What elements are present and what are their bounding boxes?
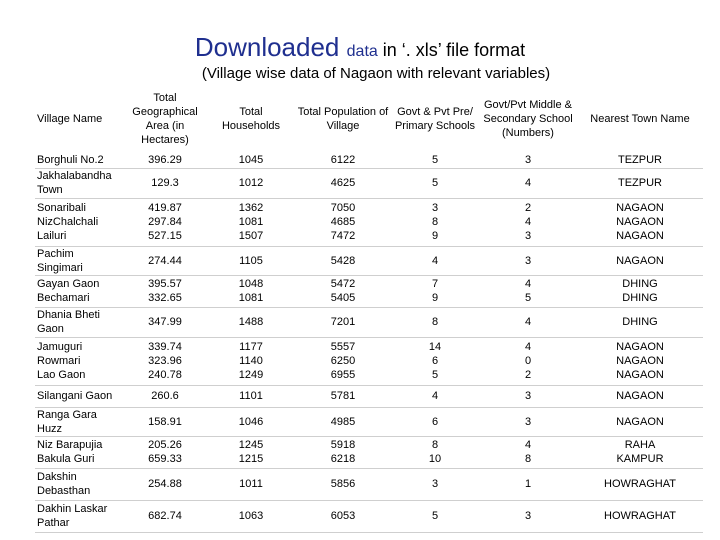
cell-area <box>123 500 207 532</box>
header-nearest-town: Nearest Town Name <box>590 113 690 125</box>
cell-value: 7050 <box>330 202 356 214</box>
cell-primary-schools <box>391 198 479 246</box>
table-row <box>35 337 703 385</box>
cell-value: Borghuli No.2 <box>37 153 104 166</box>
cell-value: 3 <box>524 254 532 267</box>
cell-primary-schools <box>391 275 479 307</box>
cell-value: 1011 <box>239 478 263 490</box>
cell-value: 9 <box>431 230 439 242</box>
header-village-name: Village Name <box>37 113 103 125</box>
cell-village-name <box>35 337 123 385</box>
cell-households <box>207 275 295 307</box>
cell-value: 395.57 <box>148 278 182 290</box>
cell-value: 1177 <box>239 341 263 353</box>
cell-population <box>295 500 391 532</box>
cell-value: 5428 <box>330 254 356 267</box>
cell-value: 5781 <box>330 390 356 402</box>
cell-middle-schools <box>479 407 577 436</box>
cell-value: 527.15 <box>148 230 182 242</box>
cell-value: 6 <box>431 355 439 367</box>
cell-value: TEZPUR <box>618 153 662 166</box>
cell-value: 3 <box>431 478 439 490</box>
village-data-table <box>35 86 703 533</box>
cell-value: 4 <box>524 177 532 189</box>
cell-value: 2 <box>524 202 532 214</box>
cell-households <box>207 436 295 468</box>
cell-value: Rowmari <box>37 355 81 367</box>
cell-primary-schools <box>391 468 479 500</box>
cell-value: 323.96 <box>148 355 182 367</box>
cell-value: Dhania Bheti Gaon <box>37 309 100 335</box>
cell-primary-schools <box>391 407 479 436</box>
cell-value: Dakshin Debasthan <box>37 471 91 497</box>
cell-value: Sonaribali <box>37 202 86 214</box>
cell-value: DHING <box>622 316 658 328</box>
cell-village-name <box>35 307 123 337</box>
cell-value: 1048 <box>238 278 264 290</box>
cell-area <box>123 385 207 407</box>
cell-nearest-town <box>577 275 703 307</box>
cell-value: 1081 <box>238 292 264 304</box>
cell-village-name <box>35 275 123 307</box>
cell-population <box>295 337 391 385</box>
header-area: Total Geographical Area (in Hectares) <box>132 92 198 146</box>
cell-primary-schools <box>391 337 479 385</box>
cell-village-name <box>35 385 123 407</box>
table-body <box>35 152 703 532</box>
cell-value: 1 <box>524 478 532 490</box>
title-rest: in ‘. xls’ file format <box>377 40 526 60</box>
cell-value: Lailuri <box>37 230 67 242</box>
cell-value: 4 <box>524 278 532 290</box>
cell-value: KAMPUR <box>616 453 664 465</box>
cell-middle-schools <box>479 337 577 385</box>
cell-value: 274.44 <box>148 254 182 267</box>
cell-population <box>295 275 391 307</box>
cell-value: NAGAON <box>616 415 664 428</box>
cell-value: Bechamari <box>37 292 90 304</box>
cell-value: 682.74 <box>148 510 182 522</box>
cell-nearest-town <box>577 198 703 246</box>
cell-value: Pachim Singimari <box>37 247 83 274</box>
cell-value: 3 <box>524 153 532 166</box>
cell-value: 5 <box>431 177 439 189</box>
cell-value: 1245 <box>238 439 264 451</box>
cell-households <box>207 500 295 532</box>
title-main: Downloaded <box>194 32 340 62</box>
cell-value: Gayan Gaon <box>37 278 100 290</box>
cell-middle-schools <box>479 275 577 307</box>
cell-primary-schools <box>391 246 479 275</box>
cell-value: 1012 <box>238 177 264 189</box>
cell-value: 4985 <box>330 415 356 428</box>
cell-value: 1063 <box>238 510 264 522</box>
cell-value: 5 <box>431 153 439 166</box>
table-row <box>35 436 703 468</box>
cell-households <box>207 246 295 275</box>
cell-nearest-town <box>577 168 703 198</box>
cell-middle-schools <box>479 168 577 198</box>
cell-population <box>295 152 391 168</box>
cell-value: 7472 <box>330 230 356 242</box>
cell-area <box>123 407 207 436</box>
cell-value: DHING <box>622 278 658 290</box>
cell-value: Jamuguri <box>37 341 83 353</box>
cell-nearest-town <box>577 407 703 436</box>
cell-value: 5856 <box>330 478 356 490</box>
cell-value: 7 <box>431 278 439 290</box>
header-middle-schools: Govt/Pvt Middle & Secondary School (Numbers) <box>483 99 573 139</box>
cell-value: 5 <box>431 369 439 381</box>
cell-value: 297.84 <box>148 216 182 228</box>
cell-value: 339.74 <box>148 341 182 353</box>
table-row <box>35 500 703 532</box>
cell-value: 419.87 <box>148 202 182 214</box>
cell-value: NAGAON <box>616 216 664 228</box>
cell-value: Lao Gaon <box>37 369 86 381</box>
cell-value: NAGAON <box>616 390 664 402</box>
cell-value: NAGAON <box>616 230 664 242</box>
cell-value: 14 <box>428 341 442 353</box>
cell-value: 4 <box>524 341 532 353</box>
cell-area <box>123 436 207 468</box>
cell-value: 0 <box>524 355 532 367</box>
cell-nearest-town <box>577 246 703 275</box>
cell-value: 1507 <box>238 230 264 242</box>
cell-households <box>207 198 295 246</box>
cell-middle-schools <box>479 468 577 500</box>
cell-village-name <box>35 436 123 468</box>
cell-primary-schools <box>391 152 479 168</box>
table-row <box>35 198 703 246</box>
cell-value: 3 <box>524 230 532 242</box>
cell-area <box>123 275 207 307</box>
cell-area <box>123 307 207 337</box>
cell-value: 254.88 <box>148 478 182 490</box>
cell-value: 1140 <box>239 355 263 367</box>
cell-value: Ranga Gara Huzz <box>37 408 97 435</box>
cell-village-name <box>35 468 123 500</box>
cell-value: 1081 <box>238 216 264 228</box>
cell-households <box>207 468 295 500</box>
cell-value: 2 <box>524 369 532 381</box>
cell-households <box>207 337 295 385</box>
cell-value: 1215 <box>238 453 264 465</box>
cell-nearest-town <box>577 307 703 337</box>
cell-value: HOWRAGHAT <box>604 478 676 490</box>
cell-households <box>207 385 295 407</box>
cell-value: Bakula Guri <box>37 453 95 465</box>
cell-middle-schools <box>479 198 577 246</box>
cell-value: 158.91 <box>148 415 182 428</box>
cell-village-name <box>35 198 123 246</box>
cell-value: 5472 <box>330 278 356 290</box>
cell-value: 10 <box>428 453 442 465</box>
cell-population <box>295 198 391 246</box>
cell-value: NAGAON <box>616 202 664 214</box>
cell-nearest-town <box>577 152 703 168</box>
cell-value: NizChalchali <box>37 216 99 228</box>
cell-value: TEZPUR <box>618 177 662 189</box>
cell-area <box>123 152 207 168</box>
cell-area <box>123 168 207 198</box>
cell-value: 129.3 <box>151 177 179 189</box>
table-row <box>35 407 703 436</box>
cell-middle-schools <box>479 152 577 168</box>
cell-value: 5405 <box>330 292 356 304</box>
cell-value: 6250 <box>330 355 356 367</box>
cell-value: 3 <box>524 510 532 522</box>
cell-value: 1105 <box>239 254 263 267</box>
table-row <box>35 307 703 337</box>
table-row <box>35 246 703 275</box>
cell-population <box>295 407 391 436</box>
cell-value: DHING <box>622 292 658 304</box>
cell-area <box>123 337 207 385</box>
cell-value: 8 <box>431 439 439 451</box>
table-row <box>35 468 703 500</box>
cell-value: 332.65 <box>148 292 182 304</box>
cell-value: Silangani Gaon <box>37 390 113 402</box>
cell-households <box>207 152 295 168</box>
cell-area <box>123 246 207 275</box>
cell-middle-schools <box>479 385 577 407</box>
cell-area <box>123 198 207 246</box>
cell-value: 9 <box>431 292 439 304</box>
cell-value: 4 <box>524 216 532 228</box>
cell-village-name <box>35 168 123 198</box>
cell-village-name <box>35 500 123 532</box>
cell-value: 5 <box>524 292 532 304</box>
cell-value: Niz Barapujia <box>37 439 103 451</box>
cell-value: HOWRAGHAT <box>604 510 676 522</box>
cell-value: 4 <box>431 254 439 267</box>
cell-population <box>295 468 391 500</box>
cell-middle-schools <box>479 436 577 468</box>
cell-population <box>295 385 391 407</box>
cell-value: 205.26 <box>148 439 182 451</box>
cell-primary-schools <box>391 500 479 532</box>
table-row <box>35 385 703 407</box>
cell-value: 240.78 <box>148 369 182 381</box>
cell-nearest-town <box>577 468 703 500</box>
cell-village-name <box>35 152 123 168</box>
cell-area <box>123 468 207 500</box>
header-population: Total Population of Village <box>297 106 389 132</box>
cell-nearest-town <box>577 436 703 468</box>
slide-title <box>0 32 720 67</box>
cell-value: 6122 <box>330 153 356 166</box>
cell-value: 659.33 <box>148 453 182 465</box>
cell-value: 8 <box>431 316 439 328</box>
cell-primary-schools <box>391 385 479 407</box>
cell-value: 347.99 <box>148 316 182 328</box>
cell-value: 3 <box>431 202 439 214</box>
cell-value: 260.6 <box>151 390 179 402</box>
cell-value: 8 <box>524 453 532 465</box>
cell-households <box>207 168 295 198</box>
cell-value: 6053 <box>330 510 356 522</box>
cell-value: 5918 <box>330 439 356 451</box>
cell-value: RAHA <box>624 439 656 451</box>
table-row <box>35 168 703 198</box>
cell-value: 5 <box>431 510 439 522</box>
cell-value: 4685 <box>330 216 356 228</box>
cell-population <box>295 307 391 337</box>
cell-primary-schools <box>391 307 479 337</box>
cell-population <box>295 436 391 468</box>
cell-value: 6 <box>431 415 439 428</box>
cell-value: NAGAON <box>616 355 664 367</box>
cell-value: NAGAON <box>616 369 664 381</box>
cell-value: 6955 <box>330 369 356 381</box>
table-row <box>35 275 703 307</box>
cell-middle-schools <box>479 307 577 337</box>
cell-value: 4 <box>431 390 439 402</box>
cell-value: 4 <box>524 316 532 328</box>
cell-middle-schools <box>479 246 577 275</box>
title-data-word: data <box>346 43 378 60</box>
cell-value: 3 <box>524 415 532 428</box>
cell-population <box>295 168 391 198</box>
cell-value: 6218 <box>330 453 356 465</box>
cell-value: Dakhin Laskar Pathar <box>37 503 108 529</box>
cell-value: 1362 <box>238 202 264 214</box>
header-households: Total Households <box>221 106 281 132</box>
cell-primary-schools <box>391 168 479 198</box>
cell-value: 4625 <box>330 177 356 189</box>
cell-value: 8 <box>431 216 439 228</box>
cell-value: 5557 <box>330 341 356 353</box>
cell-value: 1249 <box>238 369 264 381</box>
slide-subtitle: (Village wise data of Nagaon with relevant variables) <box>201 65 551 82</box>
header-primary-schools: Govt & Pvt Pre/ Primary Schools <box>394 106 476 132</box>
cell-value: 1488 <box>238 316 264 328</box>
cell-nearest-town <box>577 337 703 385</box>
cell-value: NAGAON <box>616 254 664 267</box>
cell-value: 4 <box>524 439 532 451</box>
cell-value: 7201 <box>330 316 356 328</box>
cell-value: Jakhalabandha Town <box>37 170 112 196</box>
table-header-row <box>35 86 703 152</box>
cell-value: 1046 <box>238 415 264 428</box>
cell-nearest-town <box>577 385 703 407</box>
cell-village-name <box>35 407 123 436</box>
table-row <box>35 152 703 168</box>
cell-primary-schools <box>391 436 479 468</box>
cell-middle-schools <box>479 500 577 532</box>
cell-value: 3 <box>524 390 532 402</box>
cell-nearest-town <box>577 500 703 532</box>
cell-population <box>295 246 391 275</box>
cell-households <box>207 407 295 436</box>
cell-value: 1101 <box>239 390 263 402</box>
cell-value: NAGAON <box>616 341 664 353</box>
cell-value: 396.29 <box>148 153 182 166</box>
cell-value: 1045 <box>238 153 264 166</box>
cell-village-name <box>35 246 123 275</box>
cell-households <box>207 307 295 337</box>
